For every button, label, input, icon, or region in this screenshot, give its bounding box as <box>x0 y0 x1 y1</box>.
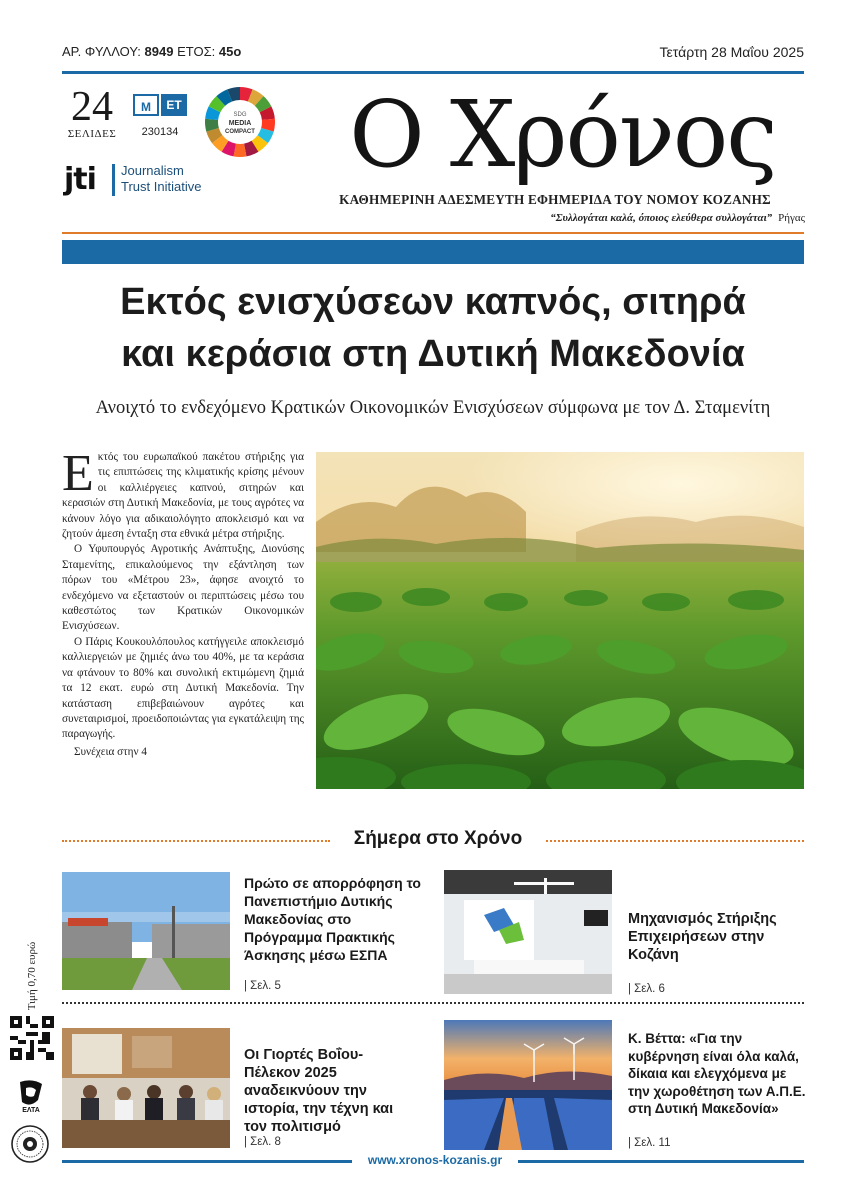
website-link[interactable]: www.xronos-kozanis.gr <box>367 1153 503 1167</box>
teaser-title-renewables[interactable]: Κ. Βέττα: «Για την κυβέρνηση είναι όλα καλά, δίκαια και ελεγχόμενα με την χωροθέτηση των Α.Π.Ε. στη Δυτική Μακεδονία» <box>628 1031 806 1116</box>
teaser-title-business-support[interactable]: Μηχανισμός Στήριξης Επιχειρήσεων στην Κοζάνη <box>628 911 777 963</box>
publishers-association-seal <box>10 1124 50 1164</box>
issue-info-bar <box>62 44 804 64</box>
journalism-trust-initiative-logo: jti Journalism Trust Initiative <box>64 162 202 197</box>
university-building-photo <box>62 872 230 990</box>
svg-text:COMPACT: COMPACT <box>225 129 255 135</box>
solar-park-photo <box>444 1020 612 1150</box>
svg-text:SDG: SDG <box>233 112 247 118</box>
met-registry-logo: Μ ΕΤ <box>133 94 187 122</box>
section-header <box>62 826 804 856</box>
continued-link[interactable]: Συνέχεια στην 4 <box>74 745 147 758</box>
issue-number: ΑΡ. ΦΥΛΛΟΥ: 8949 ΕΤΟΣ: 45ο <box>62 44 242 59</box>
drop-cap: Ε <box>62 445 94 502</box>
teaser-page-ref[interactable]: | Σελ. 11 <box>628 1137 671 1149</box>
business-support-office-photo <box>444 870 612 994</box>
teaser-title-university[interactable]: Πρώτο σε απορρόφηση το Πανεπιστήμιο Δυτικής Μακεδονίας στο Πρόγραμμα Πρακτικής Άσκησης μέσω ΕΣΠΑ <box>244 875 421 963</box>
teaser-page-ref[interactable]: | Σελ. 8 <box>244 1136 281 1148</box>
motto: “Συλλογάται καλά, όποιος ελεύθερα συλλογάται” Ρήγας <box>550 212 805 224</box>
page-count: 24 <box>71 84 113 130</box>
svg-text:MEDIA: MEDIA <box>228 120 252 127</box>
color-band <box>62 240 804 264</box>
footer-divider <box>518 1160 804 1163</box>
divider <box>62 232 804 234</box>
article-body: Εκτός του ευρωπαϊκού πακέτου στήριξης για τις επιπτώσεις της κλιματικής κρίσης μένουν οι καλλιέργειες καπνού, σιτηρών και κερασιών στη Δυτική Μακεδονία, με τους αγρότες να κάνουν λόγο για αδικαιολόγητο αποκλεισμό και να ζητούν άμεση ένταξη στα εθνικά μέτρα στήριξης. Ο Υφυπουργός Αγροτικής Ανάπτυξης, Διονύσης Σταμενίτης, επικαλούμενος την εξάντληση των πόρων του «Μέτρου 23», άφησε ανοιχτό το ενδεχόμενο να εξεταστούν οι περιπτώσεις μέσω του καθεστώτος των Κρατικών Οικονομικών Ενισχύσεων. Ο Πάρις Κουκουλόπουλος κατήγγειλε αποκλεισμό καλλιεργειών με ζημιές άνω του 40%, με τα κεράσια να φτάνουν το 80% και συνολική εκτιμώμενη ζημιά τα 12 εκατ. ευρώ στη Δυτική Μακεδονία. Την κατάσταση επιβεβαιώνουν αγρότες και συνεταιρισμοί, προειδοποιώντας για εγκατάλειψη της παραγωγής. Συνέχεια στην 4 <box>62 450 304 760</box>
divider <box>62 71 804 74</box>
sdg-media-compact-logo <box>204 86 276 158</box>
teaser-page-ref[interactable]: | Σελ. 5 <box>244 980 281 992</box>
elta-postal-logo <box>14 1078 48 1114</box>
press-conference-photo <box>62 1028 230 1148</box>
section-title: Σήμερα στο Χρόνο <box>353 828 523 849</box>
newspaper-subtitle: ΚΑΘΗΜΕΡΙΝΗ ΑΔΕΣΜΕΥΤΗ ΕΦΗΜΕΡΙΔΑ ΤΟΥ ΝΟΜΟΥ ΚΟΖΑΝΗΣ <box>339 192 771 207</box>
page-count-label: ΣΕΛΙΔΕΣ <box>67 128 117 140</box>
tobacco-field-photo <box>316 452 804 789</box>
qr-code-icon[interactable] <box>10 1016 54 1060</box>
footer-divider <box>62 1160 352 1163</box>
met-registry-number: 230134 <box>141 126 179 138</box>
divider <box>62 1002 804 1004</box>
headline-deck: Ανοιχτό το ενδεχόμενο Κρατικών Οικονομικών Ενισχύσεων σύμφωνα με τον Δ. Σταμενίτη <box>95 398 771 418</box>
publication-date: Τετάρτη 28 Μαΐου 2025 <box>659 44 804 60</box>
teaser-title-festival[interactable]: Οι Γιορτές Βοΐου-Πέλεκον 2025 αναδεικνύουν την ιστορία, την τέχνη και τον πολιτισμό <box>244 1047 394 1135</box>
newspaper-title: Ο Χρόνος <box>349 81 776 188</box>
svg-text:ΕΛΤΑ: ΕΛΤΑ <box>22 1107 40 1114</box>
teaser-page-ref[interactable]: | Σελ. 6 <box>628 983 665 995</box>
main-headline[interactable]: Εκτός ενισχύσεων καπνός, σιτηρά και κεράσια στη Δυτική Μακεδονία <box>120 281 746 375</box>
price-label: Τιμή 0,70 ευρώ <box>26 941 38 1011</box>
